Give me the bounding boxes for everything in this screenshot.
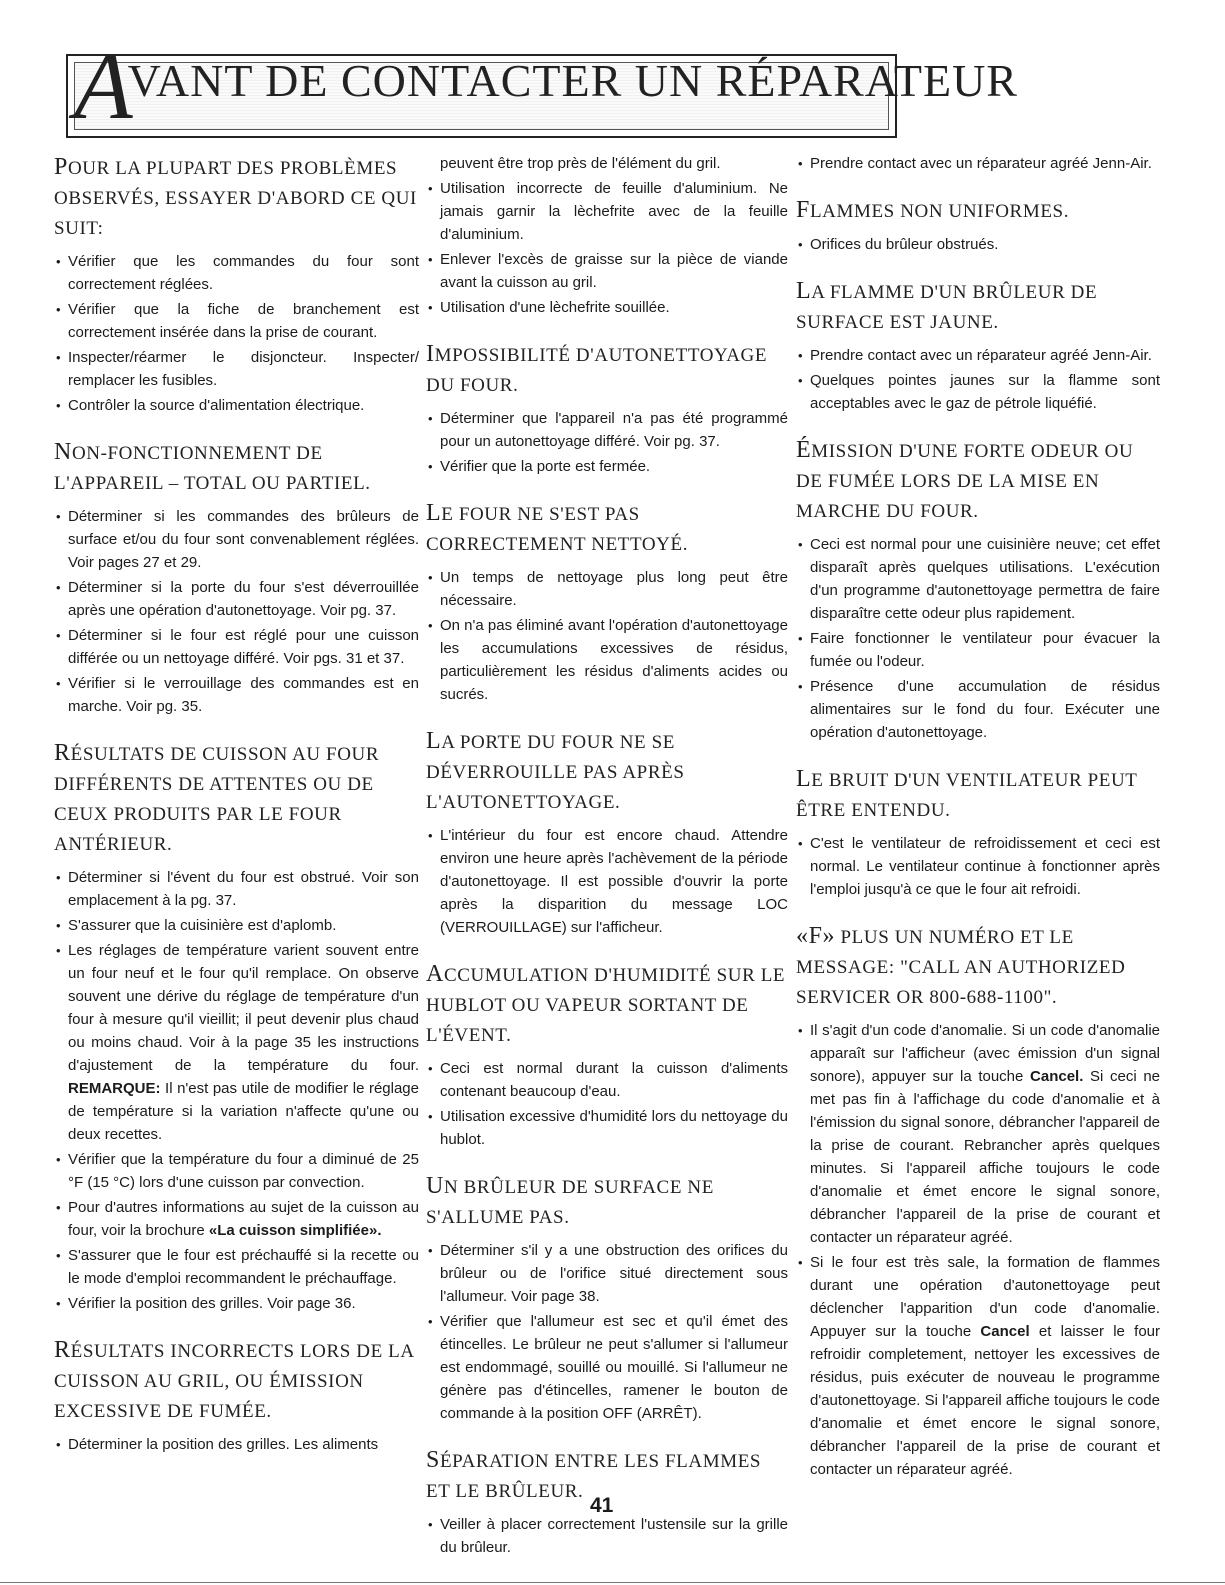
section-heading: IMPOSSIBILITÉ D'AUTONETTOYAGE DU FOUR.	[426, 341, 768, 396]
list-item-continuation: peuvent être trop près de l'élément du gril.	[440, 155, 721, 172]
bullet-list	[54, 866, 419, 1315]
bullet-list	[796, 233, 1160, 256]
list-item-text: Les réglages de température varient souvent entre un four neuf et le four qu'il remplace. On observe souvent une dérive du réglage de température d'un four à mesure qu'il vieillit; il peut devenir plus chaud ou moins chaud. Voir à la page 35 les instructions d'ajustement de la température du four.	[68, 942, 419, 1074]
bullet-list	[426, 407, 788, 478]
list-item: • Déterminer si l'évent du four est obstrué. Voir son emplacement à la pg. 37.	[54, 866, 419, 912]
bullet-list	[426, 152, 788, 175]
list-item: • Vérifier que les commandes du four sont correctement réglées.	[54, 250, 419, 296]
bullet-list	[426, 1239, 788, 1425]
bullet-list	[426, 824, 788, 939]
bullet-list	[796, 832, 1160, 901]
section-heading: SÉPARATION ENTRE LES FLAMMES ET LE BRÛLEUR.	[426, 1447, 762, 1502]
list-item-text: Pour d'autres informations au sujet de la cuisson au four, voir la brochure	[68, 1199, 419, 1239]
list-item: • Orifices du brûleur obstrués.	[796, 233, 1160, 256]
cancel-key-label: Cancel.	[1030, 1068, 1084, 1085]
cancel-key-label: Cancel	[980, 1323, 1030, 1340]
section-heading: POUR LA PLUPART DES PROBLÈMES OBSERVÉS, ESSAYER D'ABORD CE QUI SUIT:	[54, 154, 417, 239]
list-item: • Un temps de nettoyage plus long peut être nécessaire.	[426, 566, 788, 612]
list-item: • On n'a pas éliminé avant l'opération d'autonettoyage les accumulations excessives de résidus, particulièrement les résidus d'aliments acides ou sucrés.	[426, 614, 788, 706]
bullet-list	[796, 1019, 1160, 1481]
section-heading: LA FLAMME D'UN BRÛLEUR DE SURFACE EST JAUNE.	[796, 278, 1098, 333]
list-item: • Utilisation excessive d'humidité lors du nettoyage du hublot.	[426, 1105, 788, 1151]
bullet-list	[54, 1433, 419, 1456]
list-item: • Vérifier que la porte est fermée.	[426, 455, 788, 478]
section-heading: UN BRÛLEUR DE SURFACE NE S'ALLUME PAS.	[426, 1173, 714, 1228]
section-heading: RÉSULTATS INCORRECTS LORS DE LA CUISSON AU GRIL, OU ÉMISSION EXCESSIVE DE FUMÉE.	[54, 1337, 414, 1422]
bullet-list	[426, 1513, 788, 1559]
list-item: • Déterminer si le four est réglé pour une cuisson différée ou un nettoyage différé. Voir pgs. 31 et 37.	[54, 624, 419, 670]
section-heading: ACCUMULATION D'HUMIDITÉ SUR LE HUBLOT OU VAPEUR SORTANT DE L'ÉVENT.	[426, 961, 786, 1046]
list-item: • C'est le ventilateur de refroidissement et ceci est normal. Le ventilateur continue à fonctionner après l'emploi jusqu'à ce que le four ait refroidi.	[796, 832, 1160, 901]
list-item	[796, 1019, 1160, 1249]
note-label: REMARQUE:	[68, 1080, 161, 1097]
list-item: • Vérifier que la température du four a diminué de 25 °F (15 °C) lors d'une cuisson par convection.	[54, 1148, 419, 1194]
list-item: • Veiller à placer correctement l'ustensile sur la grille du brûleur.	[426, 1513, 788, 1559]
list-item: • Déterminer si la porte du four s'est déverrouillée après une opération d'autonettoyage. Voir pg. 37.	[54, 576, 419, 622]
list-item: • Déterminer que l'appareil n'a pas été programmé pour un autonettoyage différé. Voir pg. 37.	[426, 407, 788, 453]
page-title	[74, 32, 1018, 139]
list-item: • Quelques pointes jaunes sur la flamme sont acceptables avec le gaz de pétrole liquéfié.	[796, 369, 1160, 415]
bullet-list	[54, 505, 419, 718]
list-item: • Enlever l'excès de graisse sur la pièce de viande avant la cuisson au gril.	[426, 248, 788, 294]
list-item-text: Il s'agit d'un code d'anomalie. Si un code d'anomalie apparaît sur l'afficheur (avec émission d'un signal sonore), appuyer sur la touche	[810, 1022, 1160, 1085]
title-banner	[66, 32, 1018, 139]
list-item: • Présence d'une accumulation de résidus alimentaires sur le fond du four. Exécuter une opération d'autonettoyage.	[796, 675, 1160, 744]
section-heading: RÉSULTATS DE CUISSON AU FOUR DIFFÉRENTS DE ATTENTES OU DE CEUX PRODUITS PAR LE FOUR ANTÉRIEUR.	[54, 740, 380, 855]
list-item: • L'intérieur du four est encore chaud. Attendre environ une heure après l'achèvement de la période d'autonettoyage. Il est possible d'ouvrir la porte après la disparition du message LOC (VERROUILLAGE) sur l'afficheur.	[426, 824, 788, 939]
brochure-title: «La cuisson simplifiée».	[208, 1222, 382, 1239]
column-3	[796, 152, 1160, 1501]
section-heading: FLAMMES NON UNIFORMES.	[796, 197, 1070, 223]
title-rest: VANT DE CONTACTER UN RÉPARATEUR	[127, 55, 1018, 106]
list-item	[54, 939, 419, 1146]
list-item-text: Il n'est pas utile de modifier le réglage de température si la variation n'affecte qu'une ou deux recettes.	[68, 1080, 419, 1143]
bullet-list	[54, 250, 419, 417]
bullet-list	[426, 1057, 788, 1151]
list-item-text: Si ceci ne met pas fin à l'affichage du code d'anomalie et à l'émission du signal sonore, débrancher l'appareil de la prise de courant. Rebrancher après quelques minutes. Si l'appareil affiche toujours le code d'anomalie et émet encore le signal sonore, débrancher l'appareil de la prise de courant et contacter un réparateur agréé.	[810, 1068, 1161, 1246]
list-item	[54, 1196, 419, 1242]
list-item: • Utilisation incorrecte de feuille d'aluminium. Ne jamais garnir la lèchefrite avec de la feuille d'aluminium.	[426, 177, 788, 246]
bullet-list	[796, 533, 1160, 744]
list-item: • S'assurer que le four est préchauffé si la recette ou le mode d'emploi recommandent le préchauffage.	[54, 1244, 419, 1290]
list-item	[796, 1251, 1160, 1481]
section-heading: LE BRUIT D'UN VENTILATEUR PEUT ÊTRE ENTENDU.	[796, 766, 1138, 821]
column-1	[54, 152, 419, 1476]
list-item: • Utilisation d'une lèchefrite souillée.	[426, 296, 788, 319]
list-item: • Vérifier la position des grilles. Voir page 36.	[54, 1292, 419, 1315]
bullet-list	[426, 177, 788, 319]
bullet-list	[796, 152, 1160, 175]
bullet-list	[426, 566, 788, 706]
section-heading: LA PORTE DU FOUR NE SE DÉVERROUILLE PAS APRÈS L'AUTONETTOYAGE.	[426, 728, 685, 813]
list-item: • Ceci est normal pour une cuisinière neuve; cet effet disparaît après quelques utilisations. L'exécution d'un programme d'autonettoyage permettra de faire disparaître cette odeur plus rapidement.	[796, 533, 1160, 625]
section-heading: NON-FONCTIONNEMENT DE L'APPAREIL – TOTAL OU PARTIEL.	[54, 439, 371, 494]
column-2	[426, 152, 788, 1579]
list-item: • Inspecter/réarmer le disjoncteur. Inspecter/ remplacer les fusibles.	[54, 346, 419, 392]
list-item: • Vérifier que l'allumeur est sec et qu'il émet des étincelles. Le brûleur ne peut s'allumer si l'allumeur est endommagé, souillé ou mouillé. Si l'allumeur ne génère pas d'étincelles, ramener le bouton de commande à la position OFF (ARRÊT).	[426, 1310, 788, 1425]
list-item-text: et laisser le four refroidir completement, nettoyer les excessives de résidus, puis exécuter de nouveau le programme d'autonettoyage. Si l'appareil affiche toujours le code d'anomalie et émet encore le signal sonore, débrancher l'appareil de la prise de courant et contacter un réparateur agréé.	[810, 1323, 1160, 1478]
section-heading: «F» PLUS UN NUMÉRO ET LE MESSAGE: "CALL AN AUTHORIZED SERVICER OR 800-688-1100".	[796, 923, 1126, 1008]
list-item: • Prendre contact avec un réparateur agréé Jenn-Air.	[796, 344, 1160, 367]
list-item: • Déterminer la position des grilles. Les aliments	[54, 1433, 419, 1456]
list-item: • Vérifier que la fiche de branchement est correctement insérée dans la prise de courant.	[54, 298, 419, 344]
list-item: • Déterminer s'il y a une obstruction des orifices du brûleur ou de l'orifice situé directement sous l'allumeur. Voir page 38.	[426, 1239, 788, 1308]
list-item: • Déterminer si les commandes des brûleurs de surface et/ou du four sont convenablement réglées. Voir pages 27 et 29.	[54, 505, 419, 574]
bottom-rule	[0, 1582, 1225, 1583]
list-item: • Contrôler la source d'alimentation électrique.	[54, 394, 419, 417]
list-item: • Faire fonctionner le ventilateur pour évacuer la fumée ou l'odeur.	[796, 627, 1160, 673]
bullet-list	[796, 344, 1160, 415]
list-item: • S'assurer que la cuisinière est d'aplomb.	[54, 914, 419, 937]
page-number: 41	[590, 1494, 614, 1517]
list-item: • Ceci est normal durant la cuisson d'aliments contenant beaucoup d'eau.	[426, 1057, 788, 1103]
section-heading: LE FOUR NE S'EST PAS CORRECTEMENT NETTOYÉ.	[426, 500, 689, 555]
list-item: • Vérifier si le verrouillage des commandes est en marche. Voir pg. 35.	[54, 672, 419, 718]
section-heading: ÉMISSION D'UNE FORTE ODEUR OU DE FUMÉE LORS DE LA MISE EN MARCHE DU FOUR.	[796, 437, 1134, 522]
list-item-text: Si le four est très sale, la formation de flammes durant une opération d'autonettoyage peut déclencher l'apparition d'un code d'anomalie. Appuyer sur la touche	[810, 1254, 1160, 1340]
title-initial: A	[74, 32, 134, 139]
list-item: • Prendre contact avec un réparateur agréé Jenn-Air.	[796, 152, 1160, 175]
